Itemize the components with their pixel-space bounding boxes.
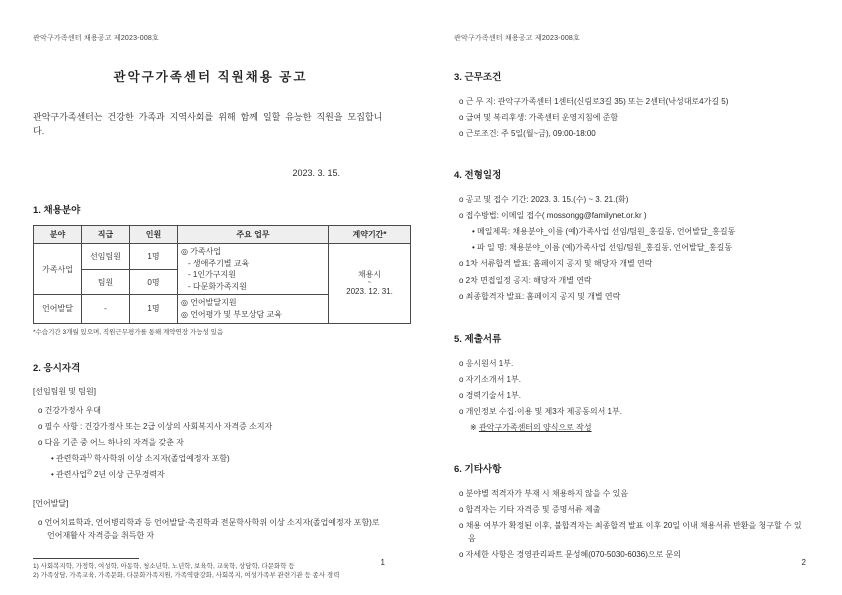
bullet-line: o 자세한 사항은 경영관리파트 문성혜(070-5030-6036)으로 문의	[459, 550, 681, 560]
subitem-text: • 관련학과	[51, 454, 87, 464]
task-line: ◎ 언어평가 및 부모상담 교육	[181, 309, 282, 319]
task-line: - 생애주기별 교육	[188, 258, 250, 268]
qualifications-body	[33, 386, 388, 542]
cell-rank-language: -	[82, 295, 130, 323]
contract-line: 채용시	[357, 269, 382, 279]
table-footnote: *수습기간 3개월 있으며, 직원근무평가를 통해 계약연장 가능성 있음	[33, 328, 224, 336]
cell-field-family: 가족사업	[34, 244, 82, 295]
bullet-line: o 근 무 지: 관악구가족센터 1센터(신림로3길 35) 또는 2센터(낙성대로4가길 5)	[459, 97, 729, 106]
schedule-body	[454, 193, 809, 303]
bullet-line: o 응시원서 1부.	[459, 358, 514, 368]
bullet-line-sub	[33, 468, 388, 481]
col-header-count: 인원	[130, 226, 178, 244]
bullet-line: o 개인정보 수집·이용 및 제3자 제공동의서 1부.	[459, 407, 622, 417]
contract-line: ~	[367, 279, 372, 286]
bullet-line: o 1차 서류합격 발표: 홈페이지 공지 및 해당자 개별 연락	[459, 259, 653, 269]
document-header: 관악구가족센터 채용공고 제2023-008호	[33, 35, 159, 42]
bullet-line: o 분야별 적격자가 부재 시 채용하지 않을 수 있음	[459, 488, 629, 498]
col-header-field: 분야	[34, 226, 82, 244]
col-header-main-tasks: 주요 업무	[178, 226, 329, 244]
page-2	[421, 0, 842, 595]
bullet-line-sub	[33, 452, 388, 465]
task-line: ◎ 언어발달지원	[181, 298, 237, 308]
work-conditions-body	[454, 95, 809, 141]
footnote-divider	[33, 558, 139, 559]
cell-count-senior: 1명	[130, 244, 178, 270]
section-heading-qualifications: 2. 응시자격	[33, 362, 81, 374]
bullet-line: o 접수방법: 이메일 접수( mossongg@familynet.or.kr )	[459, 210, 647, 220]
documents-body	[454, 357, 809, 433]
task-line: - 다문화가족지원	[188, 281, 247, 291]
etc-body	[454, 487, 809, 562]
note-marker: ※	[470, 422, 479, 432]
group-title-senior-member: [선임팀원 및 팀원]	[33, 386, 96, 396]
documents-note	[454, 422, 809, 433]
note-underlined-text: 관악구가족센터의 양식으로 작성	[478, 422, 592, 432]
group-title-language: [언어발달]	[33, 498, 69, 508]
subitem-text: 학사학위 이상 소지자(졸업예정자 포함)	[91, 454, 230, 464]
section-heading-documents: 5. 제출서류	[454, 333, 502, 345]
bullet-line: o 필수 사항 : 건강가정사 또는 2급 이상의 사회복지사 자격증 소지자	[38, 421, 273, 431]
cell-contract-period	[329, 244, 411, 324]
bullet-line: o 다음 기준 중 어느 하나의 자격을 갖춘 자	[38, 437, 184, 447]
bullet-line: o 근로조건: 주 5일(월~금), 09:00-18:00	[459, 129, 596, 139]
cell-field-language: 언어발달	[34, 295, 82, 323]
section-heading-recruit-fields: 1. 채용분야	[33, 205, 81, 216]
bullet-line: o 자기소개서 1부.	[459, 375, 521, 385]
section-heading-schedule: 4. 전형일정	[454, 169, 502, 181]
cell-tasks-language	[178, 295, 329, 323]
footnote-ref: 1)	[86, 453, 92, 460]
contract-line: 2023. 12. 31.	[346, 286, 393, 296]
document-header: 관악구가족센터 채용공고 제2023-008호	[454, 35, 580, 42]
bullet-line: o 건강가정사 우대	[38, 405, 101, 415]
intro-paragraph: 관악구가족센터는 건강한 가족과 지역사회를 위해 함께 일할 유능한 직원을 모집합니다.	[33, 112, 383, 136]
bullet-line: o 경력기술서 1부.	[459, 391, 521, 401]
bullet-line: o 급여 및 복리후생: 가족센터 운영지침에 준함	[459, 113, 619, 123]
page-title: 관악구가족센터 직원채용 공고	[113, 70, 308, 84]
recruit-fields-table	[33, 225, 411, 324]
footnote-ref: 2)	[86, 469, 92, 476]
task-line: - 1인가구지원	[188, 270, 236, 280]
table-row	[34, 244, 411, 270]
bullet-line: o 최종합격자 발표: 홈페이지 공지 및 개별 연락	[459, 291, 621, 301]
section-heading-work-conditions: 3. 근무조건	[454, 72, 502, 83]
col-header-contract-period: 계약기간*	[329, 226, 411, 244]
footnote-1: 1) 사회복지학, 가정학, 여성학, 아동학, 청소년학, 노년학, 보육학, 교육학, 상담학, 다문화학 등	[33, 562, 295, 570]
col-header-rank: 직급	[82, 226, 130, 244]
footnote-2: 2) 가족상담, 가족교육, 가족문화, 다문화가족지원, 가족역량강화, 사회복지, 여성가족부 관련기관 등 종사 경력	[33, 572, 340, 580]
subitem-text: • 관련사업	[51, 470, 87, 480]
bullet-line-sub: • 파 일 명: 채용분야_이름 (예)가족사업 선임/팀원_홍길동, 언어발달_홍길동	[472, 243, 733, 253]
page-number: 1	[380, 558, 385, 567]
bullet-line: o 언어치료학과, 언어병리학과 등 언어발달·촉진학과 전문학사학위 이상 소지자(졸업예정자 포함)로 언어재활사 자격증을 취득한 자	[38, 517, 380, 540]
cell-rank-senior: 선임팀원	[82, 244, 130, 270]
section-heading-etc: 6. 기타사항	[454, 463, 502, 475]
task-line: ◎ 가족사업	[181, 247, 222, 256]
announcement-date: 2023. 3. 15.	[292, 168, 340, 178]
table-header-row	[34, 226, 411, 244]
bullet-line-sub: • 메일제목: 채용분야_이름 (예)가족사업 선임/팀원_홍길동, 언어발달_홍길동	[472, 226, 736, 236]
bullet-line: o 2차 면접일정 공지: 해당자 개별 연락	[459, 275, 592, 285]
cell-tasks-family	[178, 244, 329, 295]
cell-count-language: 1명	[130, 295, 178, 323]
cell-count-member: 0명	[130, 269, 178, 295]
bullet-line: o 합격자는 기타 자격증 및 증명서류 제출	[459, 504, 601, 514]
subitem-text: 2년 이상 근무경력자	[91, 470, 165, 480]
cell-rank-member: 팀원	[82, 269, 130, 295]
bullet-line: o 공고 및 접수 기간: 2023. 3. 15.(수) ~ 3. 21.(화)	[459, 194, 629, 204]
bullet-line: o 채용 여부가 확정된 이후, 불합격자는 최종합격 발표 이후 20일 이내 채용서류 반환을 청구할 수 있음	[459, 521, 802, 544]
page-number: 2	[801, 558, 806, 567]
